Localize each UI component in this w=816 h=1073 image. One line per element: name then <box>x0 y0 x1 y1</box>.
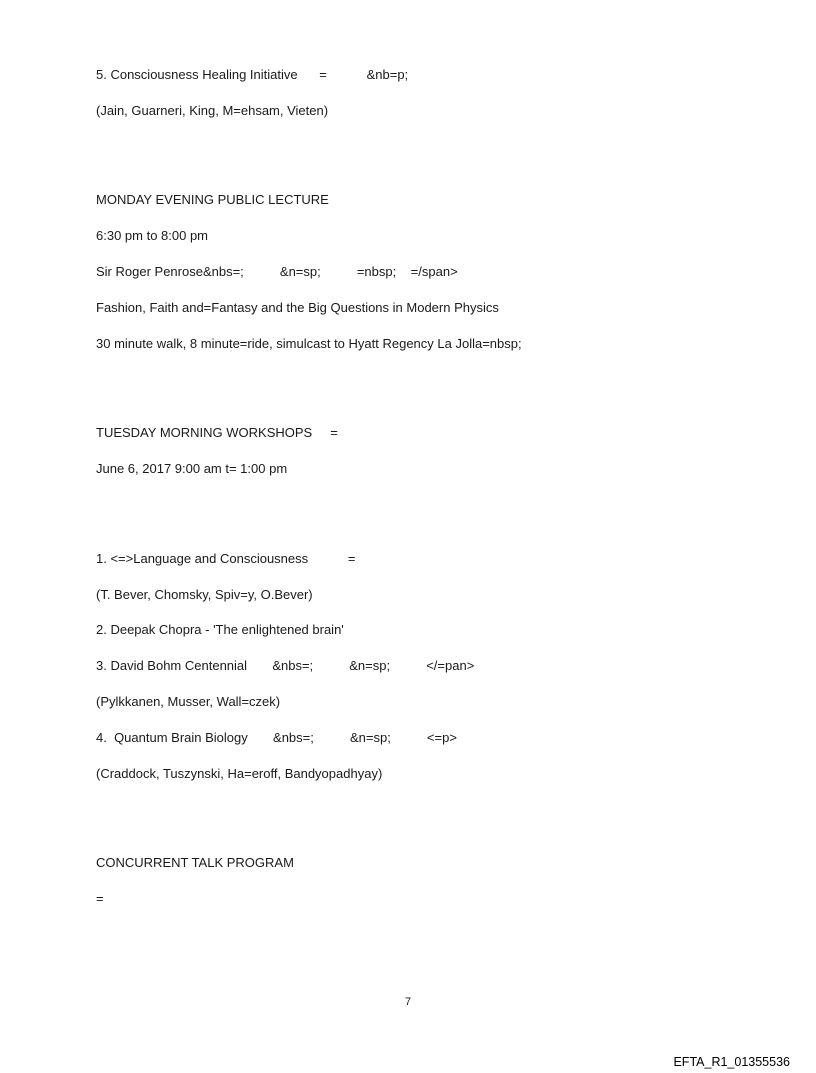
section-heading: CONCURRENT TALK PROGRAM <box>96 855 294 870</box>
text-line: (T. Bever, Chomsky, Spiv=y, O.Bever) <box>96 587 313 602</box>
page-number: 7 <box>404 996 412 1008</box>
text-line: (Craddock, Tuszynski, Ha=eroff, Bandyopadhyay) <box>96 766 383 781</box>
text-line: 4. Quantum Brain Biology &nbs=; &n=sp; <=p> <box>96 730 457 745</box>
text-line: 3. David Bohm Centennial &nbs=; &n=sp; </=pan> <box>96 658 475 673</box>
text-line: 5. Consciousness Healing Initiative = &nb=p; <box>96 67 409 82</box>
text-line: (Pylkkanen, Musser, Wall=czek) <box>96 694 281 709</box>
text-line: 1. <=>Language and Consciousness = <box>96 551 356 566</box>
text-line: Fashion, Faith and=Fantasy and the Big Questions in Modern Physics <box>96 300 499 315</box>
section-heading: MONDAY EVENING PUBLIC LECTURE <box>96 192 329 207</box>
text-line: 6:30 pm to 8:00 pm <box>96 228 209 243</box>
text-line: June 6, 2017 9:00 am t= 1:00 pm <box>96 461 288 476</box>
text-line: 2. Deepak Chopra - 'The enlightened brain' <box>96 622 344 637</box>
document-id: EFTA_R1_01355536 <box>673 1055 790 1069</box>
text-line: Sir Roger Penrose&nbs=; &n=sp; =nbsp; =/span> <box>96 264 458 279</box>
text-line: 30 minute walk, 8 minute=ride, simulcast to Hyatt Regency La Jolla=nbsp; <box>96 336 522 351</box>
text-line: (Jain, Guarneri, King, M=ehsam, Vieten) <box>96 103 329 118</box>
text-line: = <box>96 891 104 906</box>
section-heading: TUESDAY MORNING WORKSHOPS = <box>96 425 338 440</box>
